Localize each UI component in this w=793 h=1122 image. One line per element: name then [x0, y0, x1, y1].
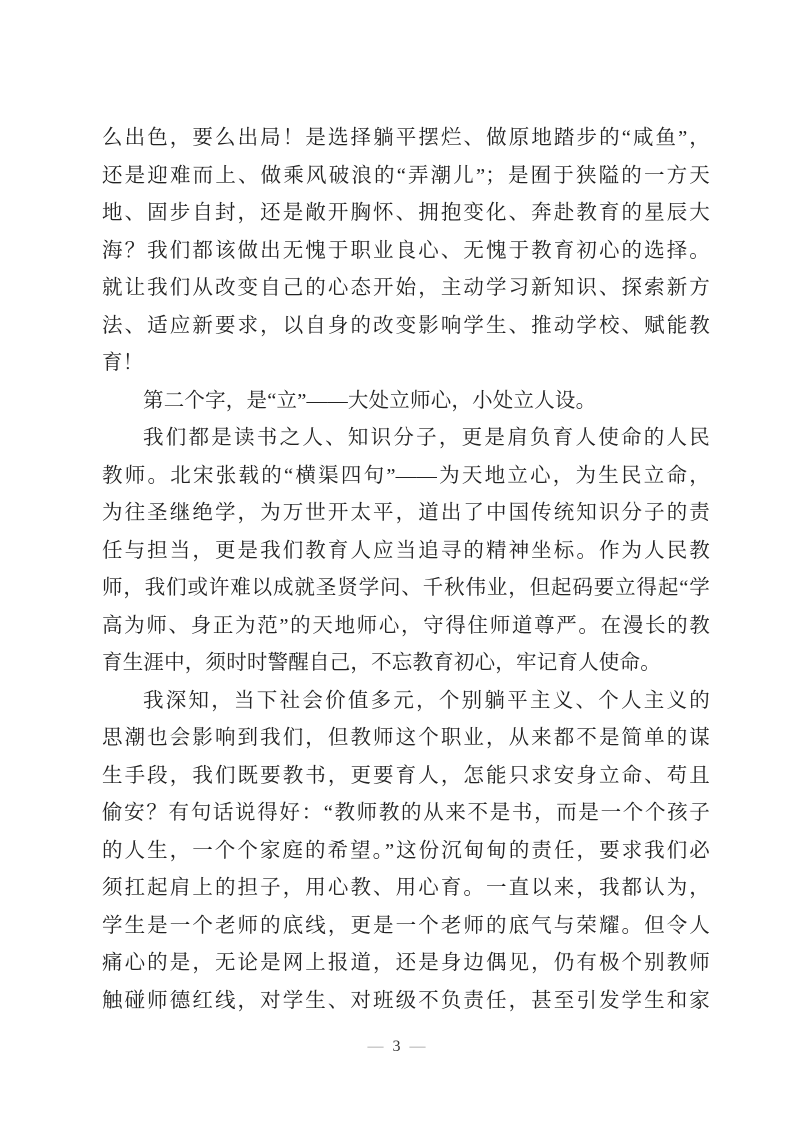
text-line: 生手段，我们既要教书，更要育人，怎能只求安身立命、苟且	[102, 764, 710, 787]
text-line: 么出色，要么出局！是选择躺平摆烂、做原地踏步的“咸鱼”，	[102, 127, 710, 149]
text-line: 高为师、身正为范”的天地师心，守得住师道尊严。在漫长的教	[102, 614, 710, 637]
text-line: 触碰师德红线，对学生、对班级不负责任，甚至引发学生和家	[102, 989, 710, 1012]
text-line: 任与担当，更是我们教育人应当追寻的精神坐标。作为人民教	[102, 539, 710, 562]
text-line: 法、适应新要求，以自身的改变影响学生、推动学校、赋能教	[102, 314, 710, 337]
text-line: 育！	[102, 352, 144, 374]
footer-dash-right: —	[409, 1038, 426, 1055]
text-line: 海？我们都该做出无愧于职业良心、无愧于教育初心的选择。	[102, 239, 710, 262]
text-line: 偷安？有句话说得好：“教师教的从来不是书，而是一个个孩子	[102, 802, 710, 824]
text-line: 学生是一个老师的底线，更是一个老师的底气与荣耀。但令人	[102, 914, 710, 937]
text-line: 须扛起肩上的担子，用心教、用心育。一直以来，我都认为，	[102, 877, 710, 899]
text-line: 就让我们从改变自己的心态开始，主动学习新知识、探索新方	[102, 277, 710, 299]
page-number: 3	[392, 1038, 401, 1055]
text-line: 思潮也会影响到我们，但教师这个职业，从来都不是简单的谋	[102, 727, 710, 749]
text-line: 痛心的是，无论是网上报道，还是身边偶见，仍有极个别教师	[102, 952, 710, 974]
text-line: 教师。北宋张载的“横渠四句”——为天地立心，为生民立命，	[102, 464, 710, 487]
text-line: 我们都是读书之人、知识分子，更是肩负育人使命的人民	[143, 427, 710, 449]
text-line: 师，我们或许难以成就圣贤学问、千秋伟业，但起码要立得起“学	[102, 577, 710, 599]
text-line: 还是迎难而上、做乘风破浪的“弄潮儿”；是囿于狭隘的一方天	[102, 164, 710, 187]
text-line: 第二个字，是“立”——大处立师心，小处立人设。	[143, 389, 597, 412]
footer-dash-left: —	[367, 1038, 384, 1055]
text-line: 我深知，当下社会价值多元，个别躺平主义、个人主义的	[143, 689, 710, 712]
text-line: 育生涯中，须时时警醒自己，不忘教育初心，牢记育人使命。	[102, 652, 661, 674]
text-line: 为往圣继绝学，为万世开太平，道出了中国传统知识分子的责	[102, 502, 710, 524]
document-body	[102, 120, 710, 1020]
text-line: 地、固步自封，还是敞开胸怀、拥抱变化、奔赴教育的星辰大	[102, 202, 710, 224]
text-line: 的人生，一个个家庭的希望。”这份沉甸甸的责任，要求我们必	[102, 839, 710, 862]
page-footer	[0, 1036, 793, 1058]
